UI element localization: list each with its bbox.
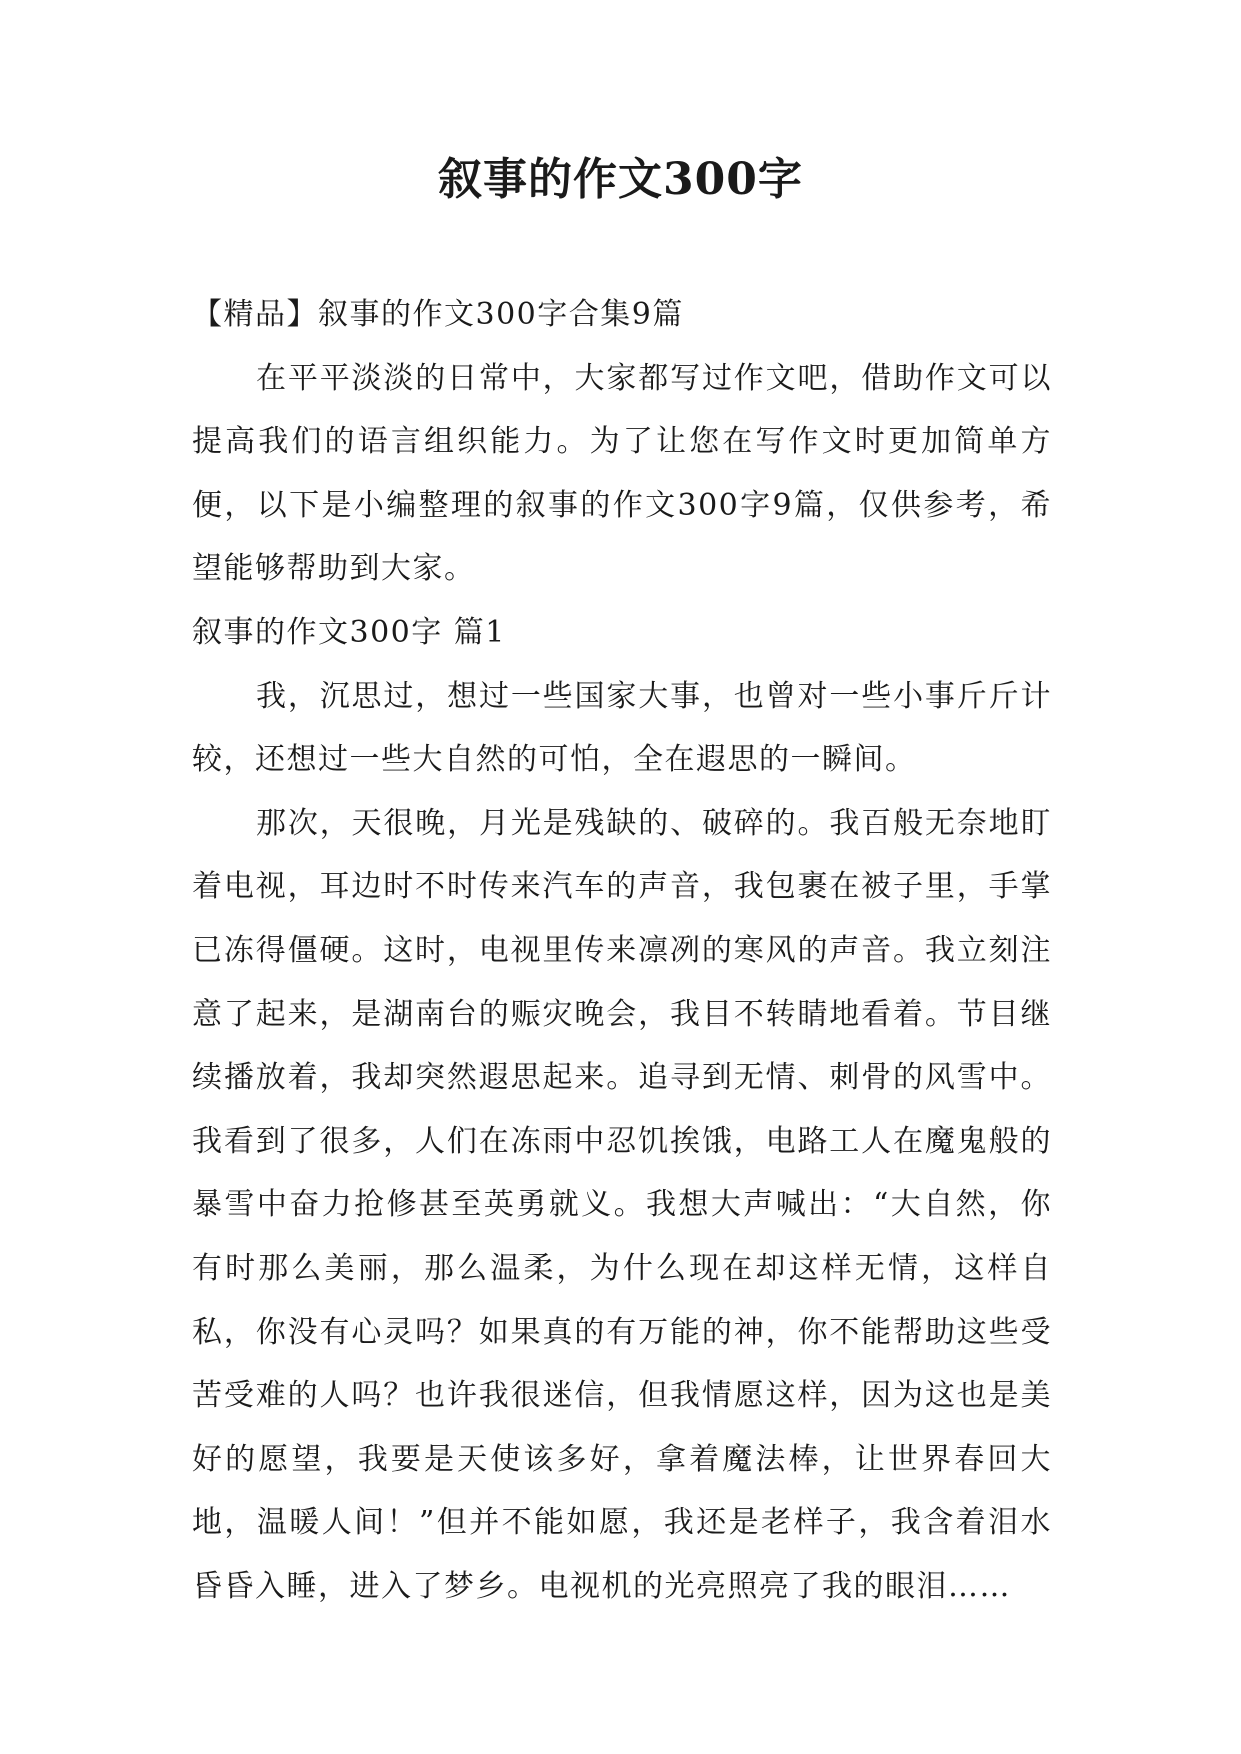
body-paragraph-2: 那次，天很晚，月光是残缺的、破碎的。我百般无奈地盯着电视，耳边时不时传来汽车的声音，我包裹在被子里，手掌已冻得僵硬。这时，电视里传来凛冽的寒风的声音。我立刻注意了起来，是湖南台的赈灾晚会，我目不转睛地看着。节目继续播放着，我却突然遐思起来。追寻到无情、刺骨的风雪中。我看到了很多，人们在冻雨中忍饥挨饿，电路工人在魔鬼般的暴雪中奋力抢修甚至英勇就义。我想大声喊出：“大自然，你有时那么美丽，那么温柔，为什么现在却这样无情，这样自私，你没有心灵吗？如果真的有万能的神，你不能帮助这些受苦受难的人吗？也许我很迷信，但我情愿这样，因为这也是美好的愿望，我要是天使该多好，拿着魔法棒，让世界春回大地，温暖人间！”但并不能如愿，我还是老样子，我含着泪水昏昏入睡，进入了梦乡。电视机的光亮照亮了我的眼泪…… [192,805,1052,1604]
document-title: 叙事的作文300字 [438,154,803,205]
intro-paragraph: 在平平淡淡的日常中，大家都写过作文吧，借助作文可以提高我们的语言组织能力。为了让您在写作文时更加简单方便，以下是小编整理的叙事的作文300字9篇，仅供参考，希望能够帮助到大家。 [192,360,1052,587]
intro-heading: 【精品】叙事的作文300字合集9篇 [192,297,684,332]
body-paragraph-1: 我，沉思过，想过一些国家大事，也曾对一些小事斤斤计较，还想过一些大自然的可怕，全在遐思的一瞬间。 [192,678,1052,778]
section-title: 叙事的作文300字 篇1 [192,614,506,650]
document-body [192,283,1052,1618]
